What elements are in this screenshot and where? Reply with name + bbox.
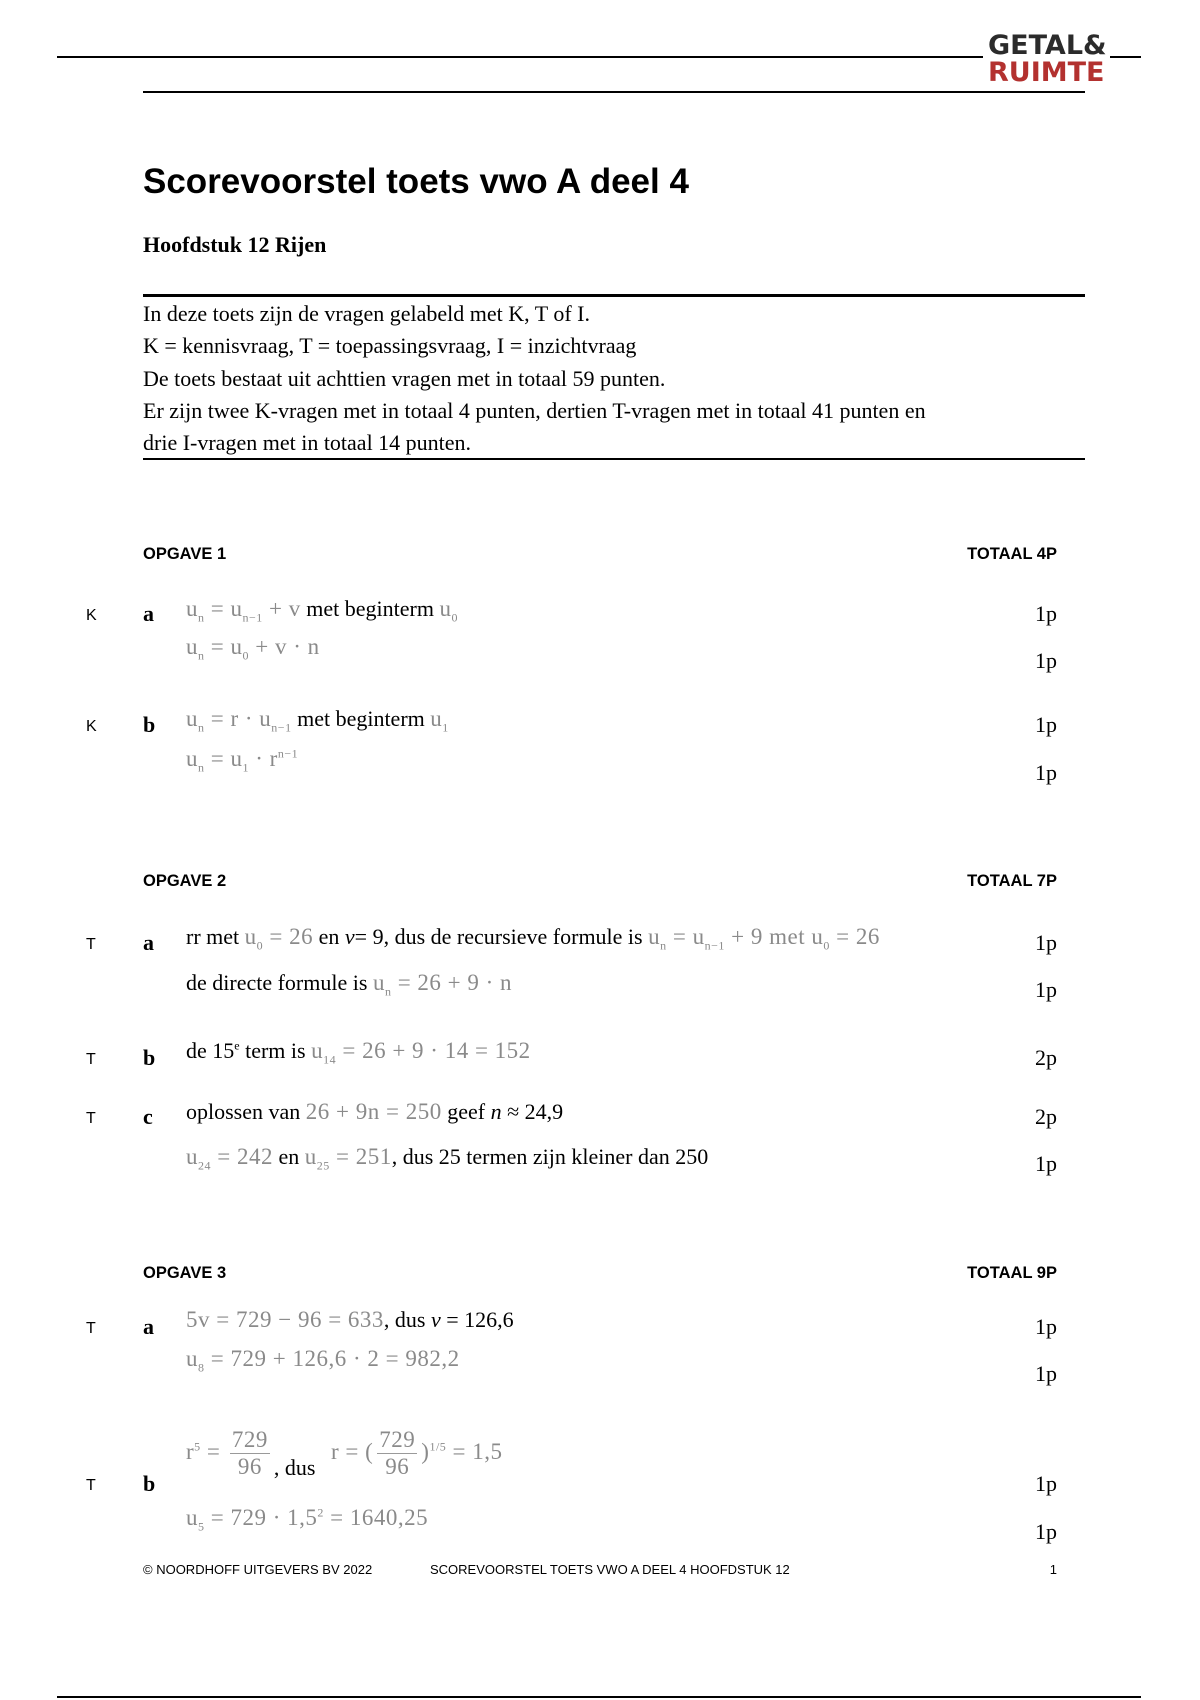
formula-equation: 26 + 9n = 250 xyxy=(305,1099,442,1124)
question-3a-label: T xyxy=(86,1320,96,1337)
question-2b-label: T xyxy=(86,1051,96,1068)
question-1b-letter: b xyxy=(143,712,156,737)
question-3a-letter: a xyxy=(143,1314,154,1339)
answer-1a-line-1 xyxy=(186,596,458,626)
fraction-729-96: $\frac{729}{96}$ xyxy=(231,1427,268,1479)
formula-direct: $u_n = u_0 + v \cdot n$ xyxy=(186,634,320,663)
question-1b-label: K xyxy=(86,718,97,735)
answer-3a-line-1 xyxy=(186,1307,514,1333)
brand-logo-line1: GETAL& xyxy=(988,30,1107,61)
points-1b-2: 1p xyxy=(1035,760,1057,785)
answer-3a-line-2 xyxy=(186,1346,460,1376)
question-2c-label: T xyxy=(86,1110,96,1127)
points-2c-1: 2p xyxy=(1035,1104,1057,1129)
header-top-rule xyxy=(57,56,983,58)
answer-1a-line-2 xyxy=(186,634,320,664)
answer-1a-text: met beginterm xyxy=(306,596,434,621)
opgave-3-total: TOTAAL 9P xyxy=(967,1264,1057,1282)
question-2b-letter: b xyxy=(143,1045,156,1070)
answer-2c-var-n: n xyxy=(490,1099,502,1124)
points-1b-1: 1p xyxy=(1035,712,1057,737)
formula-recursive: $u_n = u_{n-1} + 9$ met $u_0 = 26$ xyxy=(648,924,880,953)
formula-r5: $r^5$ = xyxy=(186,1438,221,1464)
answer-3b-line-2 xyxy=(186,1505,428,1535)
opgave-1-total: TOTAAL 4P xyxy=(967,545,1057,563)
formula-recursive: $u_n = u_{n-1} + v$ xyxy=(186,596,301,625)
answer-2a-text-1: rr met xyxy=(186,924,240,949)
formula-direct: $u_n = 26 + 9 \cdot n$ xyxy=(372,970,513,999)
formula-direct: $u_n = u_1 \cdot r^{n-1}$ xyxy=(186,746,299,775)
answer-2a-line-1 xyxy=(186,924,880,954)
formula-r-result: )$^{1/5}$ = 1,5 xyxy=(421,1438,503,1464)
answer-2c-text-5: , dus 25 termen zijn kleiner dan 250 xyxy=(391,1144,709,1169)
points-2c-2: 1p xyxy=(1035,1151,1057,1176)
formula-u0: $u_0 = 26$ xyxy=(244,924,314,953)
answer-2b-text-2: term is xyxy=(245,1038,306,1063)
answer-2a-var-v: v xyxy=(344,924,355,949)
answer-2c-line-2 xyxy=(186,1144,708,1174)
answer-3b-line-1 xyxy=(186,1427,503,1480)
brand-logo xyxy=(988,32,1116,86)
formula-start-term: $u_0$ xyxy=(439,596,458,625)
formula-u24: $u_{24} = 242$ xyxy=(186,1144,273,1173)
question-3b-label: T xyxy=(86,1477,96,1494)
formula-r: r = ( xyxy=(330,1438,374,1464)
intro-line-4: Er zijn twee K-vragen met in totaal 4 punten, dertien T-vragen met in totaal 41 punten en xyxy=(143,397,926,423)
page-title: Scorevoorstel toets vwo A deel 4 xyxy=(143,162,689,201)
intro-line-1: In deze toets zijn de vragen gelabeld met K, T of I. xyxy=(143,301,590,326)
question-1a-letter: a xyxy=(143,601,154,626)
answer-2a-text-4: de directe formule is xyxy=(186,970,368,995)
answer-2b-text-1: de 15 xyxy=(186,1038,235,1063)
points-3b-2: 1p xyxy=(1035,1519,1057,1544)
opgave-3-heading: OPGAVE 3 xyxy=(143,1264,227,1282)
answer-2a-text-2: en xyxy=(318,924,340,949)
answer-3b-text-1: , dus xyxy=(273,1454,316,1480)
question-3b-letter: b xyxy=(143,1471,156,1496)
answer-2b-sup: e xyxy=(234,1038,240,1053)
answer-2c-line-1 xyxy=(186,1099,563,1125)
answer-2c-text-4: en xyxy=(278,1144,300,1169)
answer-3a-text-1: , dus xyxy=(383,1307,426,1332)
points-1a-1: 1p xyxy=(1035,601,1057,626)
intro-box xyxy=(143,298,926,459)
footer-document-title: SCOREVOORSTEL TOETS VWO A DEEL 4 HOOFDSTUK 12 xyxy=(430,1562,790,1577)
formula-u8: $u_8 = 729 + 126,6 \cdot 2 = 982,2$ xyxy=(186,1346,460,1375)
brand-logo-line2: RUIMTE xyxy=(988,57,1105,88)
intro-line-2: K = kennisvraag, T = toepassingsvraag, I = inzichtvraag xyxy=(143,333,637,359)
question-1a-label: K xyxy=(86,607,97,624)
answer-2a-line-2 xyxy=(186,970,512,1000)
points-2a-1: 1p xyxy=(1035,930,1057,955)
answer-3a-text-2: = 126,6 xyxy=(446,1307,514,1332)
points-1a-2: 1p xyxy=(1035,648,1057,673)
question-2a-label: T xyxy=(86,936,96,953)
answer-3a-var-v: v xyxy=(430,1307,441,1332)
points-3a-1: 1p xyxy=(1035,1314,1057,1339)
answer-2c-text-2: geef xyxy=(447,1099,486,1124)
formula-recursive: $u_n = r \cdot u_{n-1}$ xyxy=(186,706,292,735)
answer-2c-text-1: oplossen van xyxy=(186,1099,301,1124)
answer-2a-text-3: = 9, dus de recursieve formule is xyxy=(354,924,643,949)
answer-1b-line-1 xyxy=(186,706,449,736)
footer-copyright: © NOORDHOFF UITGEVERS BV 2022 xyxy=(143,1562,373,1577)
answer-2b-line-1 xyxy=(186,1038,531,1068)
points-2a-2: 1p xyxy=(1035,977,1057,1002)
footer-page-number: 1 xyxy=(1049,1562,1057,1577)
points-3a-2: 1p xyxy=(1035,1361,1057,1386)
intro-line-3: De toets bestaat uit achttien vragen met in totaal 59 punten. xyxy=(143,365,666,391)
formula-u5: $u_5 = 729 \cdot 1,5^2 = 1640,25$ xyxy=(186,1505,429,1534)
answer-1b-text: met beginterm xyxy=(297,706,425,731)
question-2c-letter: c xyxy=(143,1104,153,1129)
opgave-1-heading: OPGAVE 1 xyxy=(143,545,227,563)
answer-2c-text-3: ≈ 24,9 xyxy=(507,1099,564,1124)
header-second-rule xyxy=(143,91,1085,93)
intro-bottom-rule xyxy=(143,458,1085,460)
intro-top-rule xyxy=(143,294,1085,297)
opgave-2-heading: OPGAVE 2 xyxy=(143,872,227,890)
points-3b-1: 1p xyxy=(1035,1471,1057,1496)
fraction-729-96-root: $\frac{729}{96}$ xyxy=(379,1427,416,1479)
formula-start-term: $u_1$ xyxy=(430,706,449,735)
formula-u14: $u_{14} = 26 + 9 \cdot 14 = 152$ xyxy=(311,1038,531,1067)
intro-line-5: drie I-vragen met in totaal 14 punten. xyxy=(143,430,472,456)
formula-5v: 5v = 729 − 96 = 633 xyxy=(186,1307,384,1332)
chapter-subtitle: Hoofdstuk 12 Rijen xyxy=(143,232,327,257)
footer-bottom-rule xyxy=(57,1696,1141,1698)
question-2a-letter: a xyxy=(143,930,154,955)
points-2b-1: 2p xyxy=(1035,1045,1057,1070)
answer-1b-line-2 xyxy=(186,746,298,776)
formula-u25: $u_{25} = 251$ xyxy=(304,1144,392,1173)
opgave-2-total: TOTAAL 7P xyxy=(967,872,1057,890)
